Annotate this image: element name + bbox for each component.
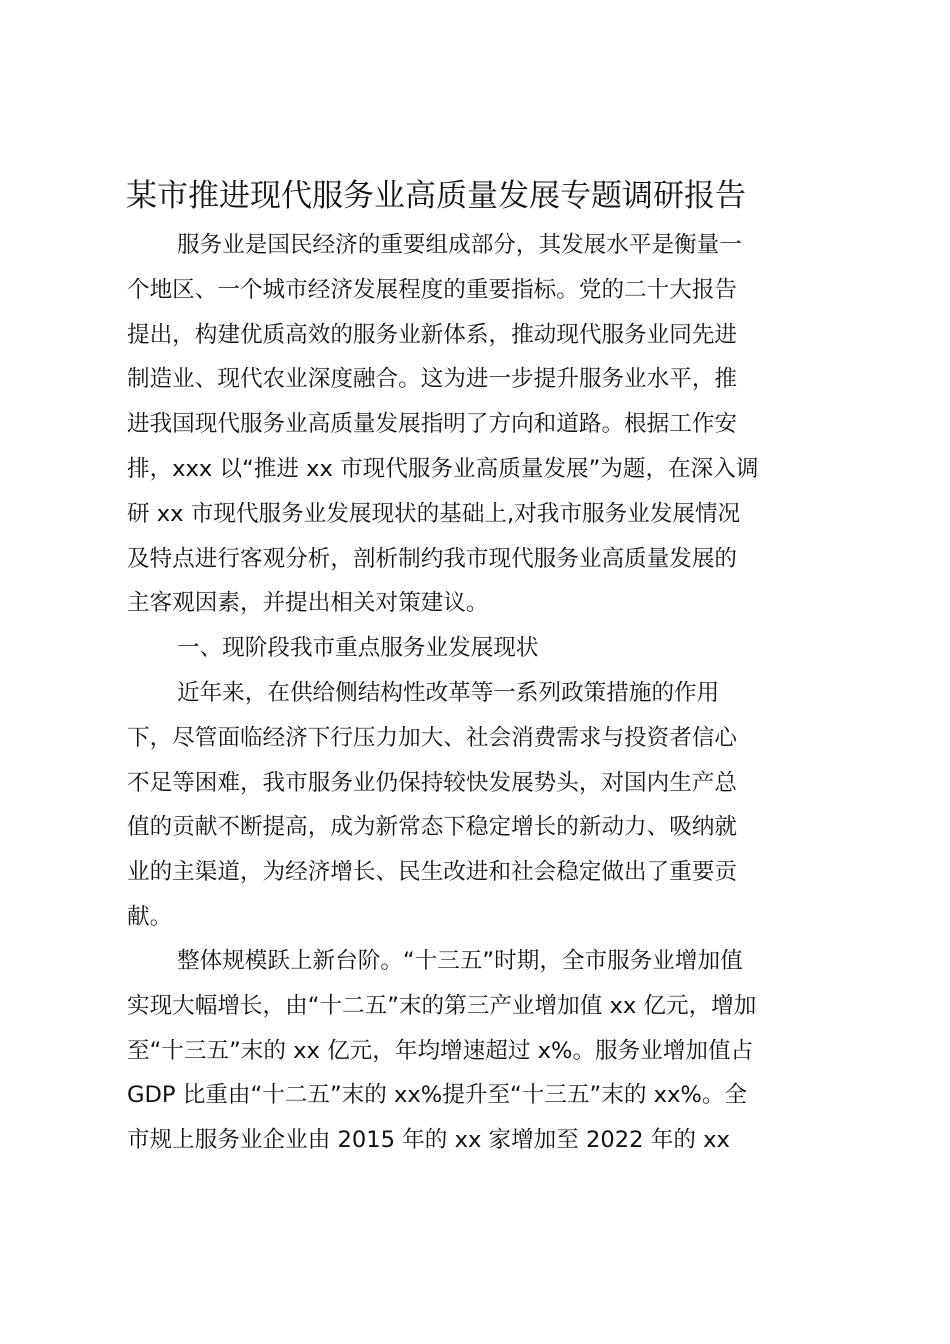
text-line: 及特点进行客观分析，剖析制约我市现代服务业高质量发展的 [127, 545, 738, 572]
text-line: 排，xxx 以“推进 xx 市现代服务业高质量发展”为题，在深入调 [127, 455, 759, 482]
text-line: 不足等困难，我市服务业仍保持较快发展势头，对国内生产总 [127, 769, 738, 796]
text-line: 进我国现代服务业高质量发展指明了方向和道路。根据工作安 [127, 411, 738, 438]
text-line: 下，尽管面临经济下行压力加大、社会消费需求与投资者信心 [127, 724, 738, 751]
text-line: 实现大幅增长，由“十二五”末的第三产业增加值 xx 亿元，增加 [127, 992, 757, 1019]
paragraph-recent-years [127, 671, 837, 940]
text-line: 研 xx 市现代服务业发展现状的基础上,对我市服务业发展情况 [127, 500, 741, 527]
text-line: 个地区、一个城市经济发展程度的重要指标。党的二十大报告 [127, 276, 738, 303]
paragraph-overall-scale [127, 939, 837, 1163]
text-line: 献。 [127, 903, 173, 930]
text-line: 业的主渠道，为经济增长、民生改进和社会稳定做出了重要贡 [127, 859, 738, 886]
text-line: 至“十三五”末的 xx 亿元，年均增速超过 x%。服务业增加值占 [127, 1037, 754, 1064]
text-line: 整体规模跃上新台阶。“十三五”时期，全市服务业增加值 [177, 948, 743, 974]
text-line: 主客观因素，并提出相关对策建议。 [127, 590, 489, 617]
text-line: 市规上服务业企业由 2015 年的 xx 家增加至 2022 年的 xx [127, 1127, 730, 1154]
heading-line: 一、现阶段我市重点服务业发展现状 [177, 635, 539, 661]
text-line: 提出，构建优质高效的服务业新体系，推动现代服务业同先进 [127, 321, 738, 348]
text-line: GDP 比重由“十二五”末的 xx%提升至“十三五”末的 xx%。全 [127, 1082, 748, 1109]
text-line: 近年来，在供给侧结构性改革等一系列政策措施的作用 [177, 680, 720, 706]
paragraph-intro [127, 223, 837, 626]
text-line: 服务业是国民经济的重要组成部分，其发展水平是衡量一 [177, 232, 742, 258]
document-title: 某市推进现代服务业高质量发展专题调研报告 [126, 178, 746, 214]
text-line: 值的贡献不断提高，成为新常态下稳定增长的新动力、吸纳就 [127, 814, 738, 841]
section-heading [127, 626, 837, 671]
text-line: 制造业、现代农业深度融合。这为进一步提升服务业水平，推 [127, 366, 738, 393]
